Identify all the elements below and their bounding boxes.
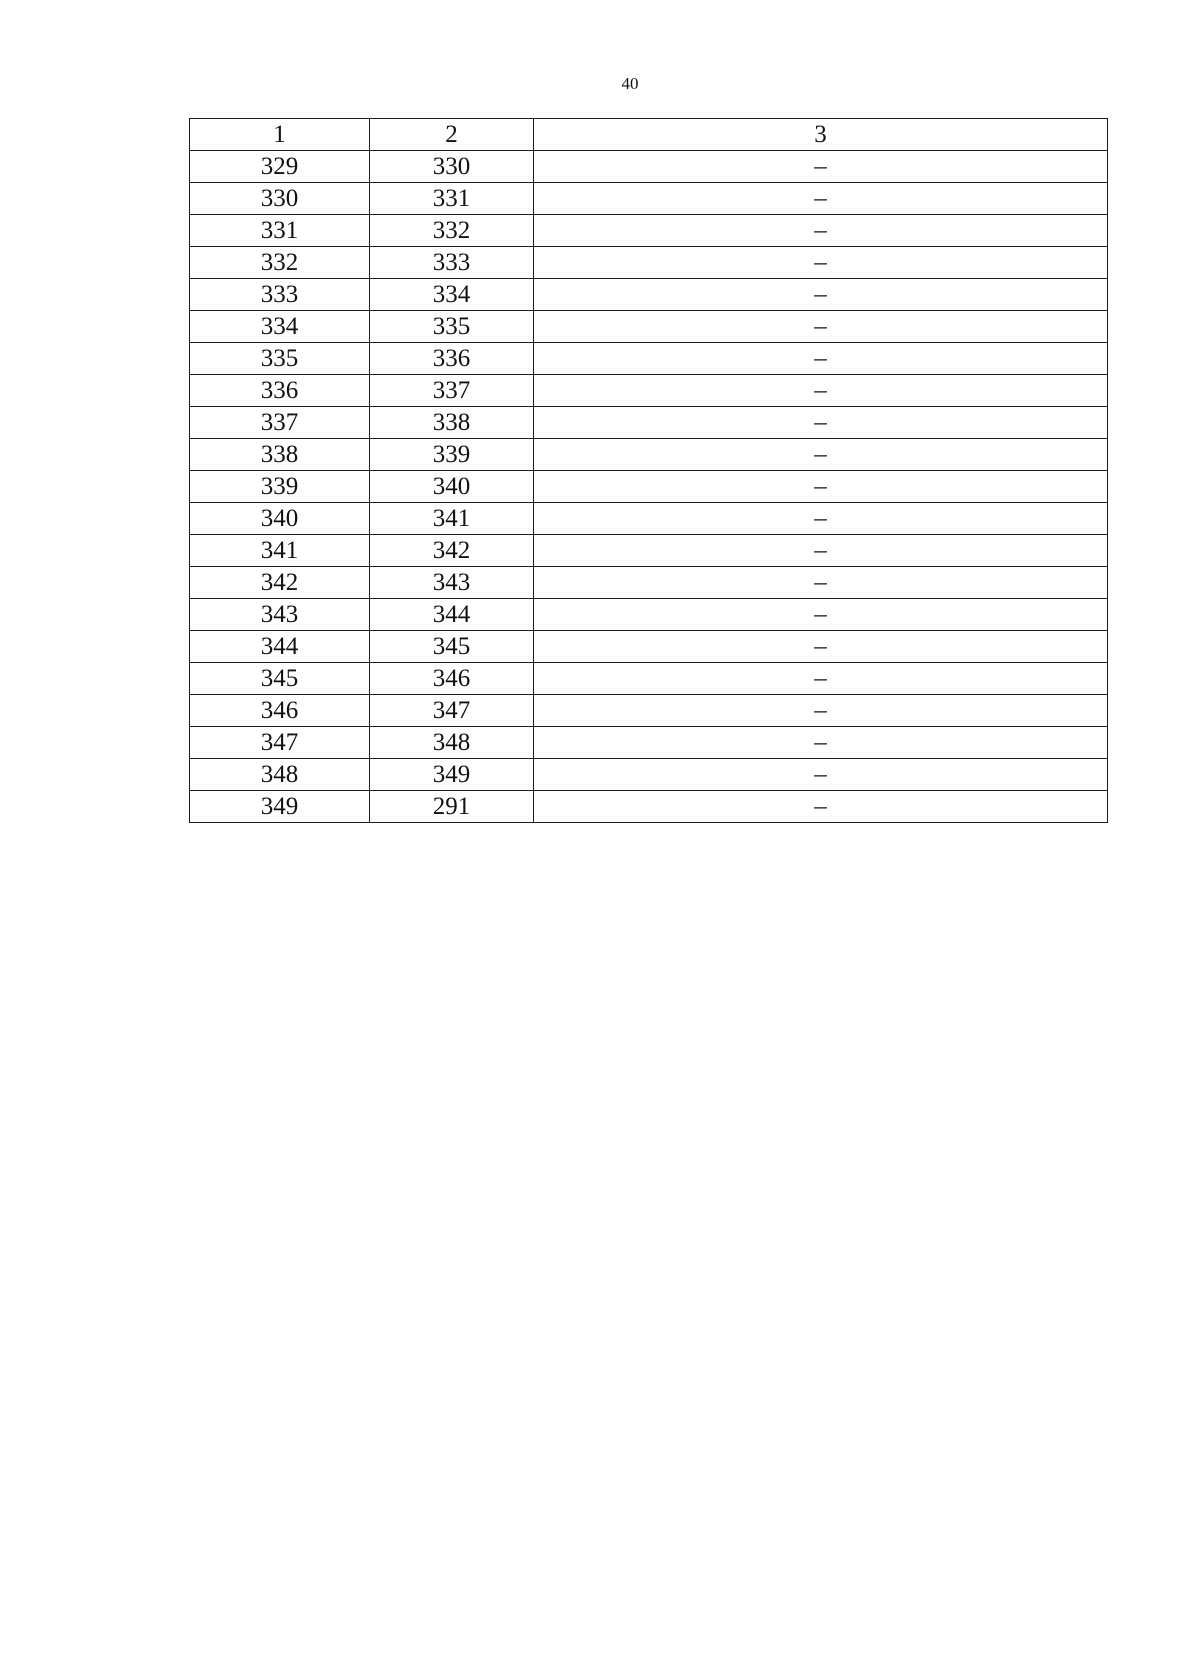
table-cell-col-1: 342	[190, 567, 370, 599]
table-row	[190, 215, 1108, 247]
table-cell-col-1: 347	[190, 727, 370, 759]
table-cell-col-3: –	[534, 567, 1108, 599]
data-table	[189, 118, 1108, 823]
table-row	[190, 759, 1108, 791]
table-row	[190, 791, 1108, 823]
table-cell-col-2: 342	[370, 535, 534, 567]
table-cell-col-2: 291	[370, 791, 534, 823]
table-cell-col-2: 335	[370, 311, 534, 343]
table-row	[190, 631, 1108, 663]
table-cell-col-1: 349	[190, 791, 370, 823]
table-cell-col-2: 346	[370, 663, 534, 695]
table-cell-col-3: –	[534, 343, 1108, 375]
table-row	[190, 375, 1108, 407]
table-cell-col-1: 348	[190, 759, 370, 791]
table-row	[190, 599, 1108, 631]
table-cell-col-3: –	[534, 183, 1108, 215]
table-cell-col-1: 330	[190, 183, 370, 215]
table-cell-col-1: 341	[190, 535, 370, 567]
table-cell-col-3: –	[534, 535, 1108, 567]
table-cell-col-1: 338	[190, 439, 370, 471]
table-row	[190, 727, 1108, 759]
table-cell-col-3: –	[534, 151, 1108, 183]
table-cell-col-2: 341	[370, 503, 534, 535]
page-number: 40	[621, 74, 639, 93]
table-row	[190, 695, 1108, 727]
table-cell-col-2: 338	[370, 407, 534, 439]
table-row	[190, 311, 1108, 343]
table-cell-col-3: –	[534, 727, 1108, 759]
table-cell-col-2: 334	[370, 279, 534, 311]
table-cell-col-2: 347	[370, 695, 534, 727]
table-cell-col-2: 345	[370, 631, 534, 663]
table-cell-col-3: –	[534, 599, 1108, 631]
table-cell-col-2: 343	[370, 567, 534, 599]
table-cell-col-1: 346	[190, 695, 370, 727]
table-cell-col-3: –	[534, 215, 1108, 247]
table-row	[190, 439, 1108, 471]
table-cell-col-2: 330	[370, 151, 534, 183]
table-cell-col-1: 345	[190, 663, 370, 695]
table-cell-col-2: 332	[370, 215, 534, 247]
table-cell-col-3: –	[534, 791, 1108, 823]
table-cell-col-3: –	[534, 407, 1108, 439]
table-cell-col-1: 331	[190, 215, 370, 247]
table-cell-col-2: 344	[370, 599, 534, 631]
table-cell-col-3: –	[534, 631, 1108, 663]
table-row	[190, 567, 1108, 599]
table-cell-col-1: 335	[190, 343, 370, 375]
table-cell-col-3: –	[534, 375, 1108, 407]
table-cell-col-3: –	[534, 695, 1108, 727]
table-cell-col-3: –	[534, 471, 1108, 503]
table-row	[190, 503, 1108, 535]
table-row	[190, 279, 1108, 311]
table-row	[190, 151, 1108, 183]
table-cell-col-2: 337	[370, 375, 534, 407]
table-cell-col-2: 333	[370, 247, 534, 279]
header-cell-2: 2	[370, 119, 534, 151]
table-cell-col-2: 348	[370, 727, 534, 759]
table-cell-col-1: 333	[190, 279, 370, 311]
table-cell-col-2: 340	[370, 471, 534, 503]
table-cell-col-3: –	[534, 663, 1108, 695]
header-cell-3: 3	[534, 119, 1108, 151]
table-row	[190, 407, 1108, 439]
table-cell-col-2: 331	[370, 183, 534, 215]
table-cell-col-1: 334	[190, 311, 370, 343]
table-row	[190, 343, 1108, 375]
table-row	[190, 183, 1108, 215]
table-cell-col-1: 337	[190, 407, 370, 439]
table-cell-col-2: 339	[370, 439, 534, 471]
table-cell-col-1: 329	[190, 151, 370, 183]
table-cell-col-3: –	[534, 247, 1108, 279]
table-row	[190, 663, 1108, 695]
table-cell-col-2: 336	[370, 343, 534, 375]
header-row	[190, 119, 1108, 151]
table-row	[190, 535, 1108, 567]
table-cell-col-3: –	[534, 279, 1108, 311]
table-cell-col-3: –	[534, 759, 1108, 791]
table-cell-col-1: 336	[190, 375, 370, 407]
table-cell-col-1: 339	[190, 471, 370, 503]
table-body	[190, 151, 1108, 823]
table-cell-col-1: 344	[190, 631, 370, 663]
table-cell-col-3: –	[534, 503, 1108, 535]
table-row	[190, 471, 1108, 503]
table-cell-col-2: 349	[370, 759, 534, 791]
table-cell-col-3: –	[534, 439, 1108, 471]
table-row	[190, 247, 1108, 279]
table-cell-col-3: –	[534, 311, 1108, 343]
table-cell-col-1: 343	[190, 599, 370, 631]
table-cell-col-1: 340	[190, 503, 370, 535]
header-cell-1: 1	[190, 119, 370, 151]
table-cell-col-1: 332	[190, 247, 370, 279]
